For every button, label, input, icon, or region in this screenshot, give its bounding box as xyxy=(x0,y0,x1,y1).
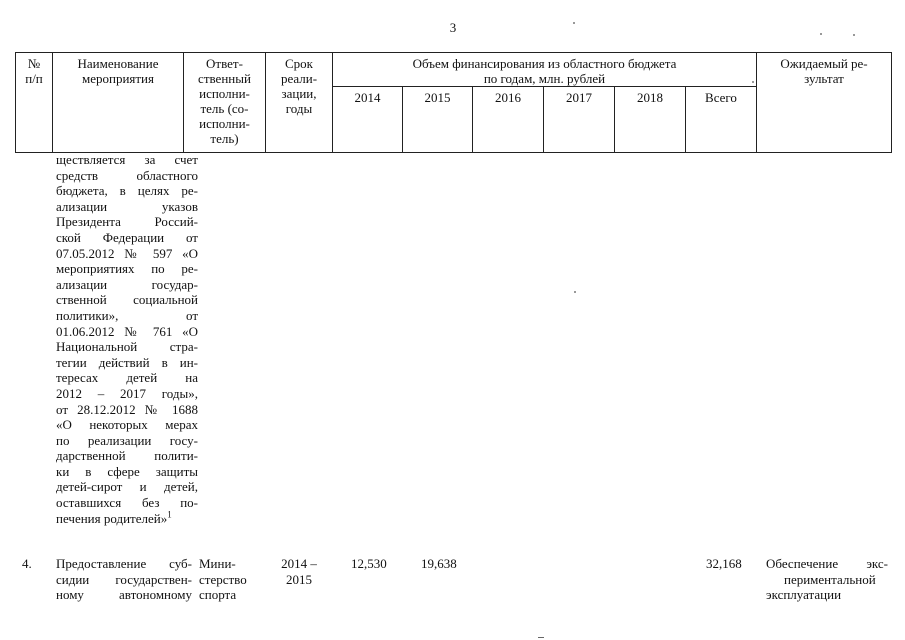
scan-speck xyxy=(820,33,822,35)
header-year-2018: 2018 xyxy=(637,90,663,105)
scan-speck xyxy=(573,22,575,24)
header-col-number: № п/п xyxy=(25,56,43,86)
value-total: 32,168 xyxy=(706,556,742,571)
header-total: Всего xyxy=(705,90,737,105)
scan-speck xyxy=(574,291,576,293)
header-col-result: Ожидаемый ре- зультат xyxy=(780,56,868,86)
row-name: Предоставление суб- сидии государствен- ному автономному xyxy=(56,556,192,603)
scan-speck xyxy=(853,34,855,36)
row-term: 2014 – 2015 xyxy=(281,556,317,587)
value-2014: 12,530 xyxy=(351,556,387,571)
header-year-2017: 2017 xyxy=(566,90,592,105)
row-result: Обеспечение экс- периментальной эксплуатации xyxy=(766,556,888,603)
page-number: 3 xyxy=(449,20,457,35)
scan-speck xyxy=(752,81,754,83)
header-col-name: Наименование мероприятия xyxy=(77,56,159,86)
scan-speck xyxy=(538,637,544,638)
header-year-2015: 2015 xyxy=(424,90,451,105)
continued-description: ществляется за счет средств областного бюджета, в целях ре- ализации указов Президента Россий- ской Федерации от 07.05.2012 № 597 «О мероприятиях по ре- ализации государ- ственной социальной политики», от 01.06.2012 № 761 «О Национальной стра- тегии действий в ин- тересах детей на 2012 – 2017 годы», от 28.12.2012 № 1688 «О некоторых мерах по реализации госу- дарственной полити- ки в сфере защиты детей-сирот и детей, оставшихся без по- печения родителей»$^1$ xyxy=(56,152,198,526)
header-year-2016: 2016 xyxy=(495,90,521,105)
value-2015: 19,638 xyxy=(421,556,457,571)
header-year-2014: 2014 xyxy=(354,90,381,105)
header-col-term: Срок реали- зации, годы xyxy=(280,56,318,116)
header-col-responsible: Ответ- ственный исполни- тель (со- исполни- тель) xyxy=(198,56,251,146)
row-number: 4. xyxy=(22,556,32,571)
header-col-funding: Объем финансирования из областного бюджета по годам, млн. рублей xyxy=(412,56,677,86)
row-responsible: Мини- стерство спорта xyxy=(199,556,247,603)
footnote-marker: 1 xyxy=(167,509,172,520)
